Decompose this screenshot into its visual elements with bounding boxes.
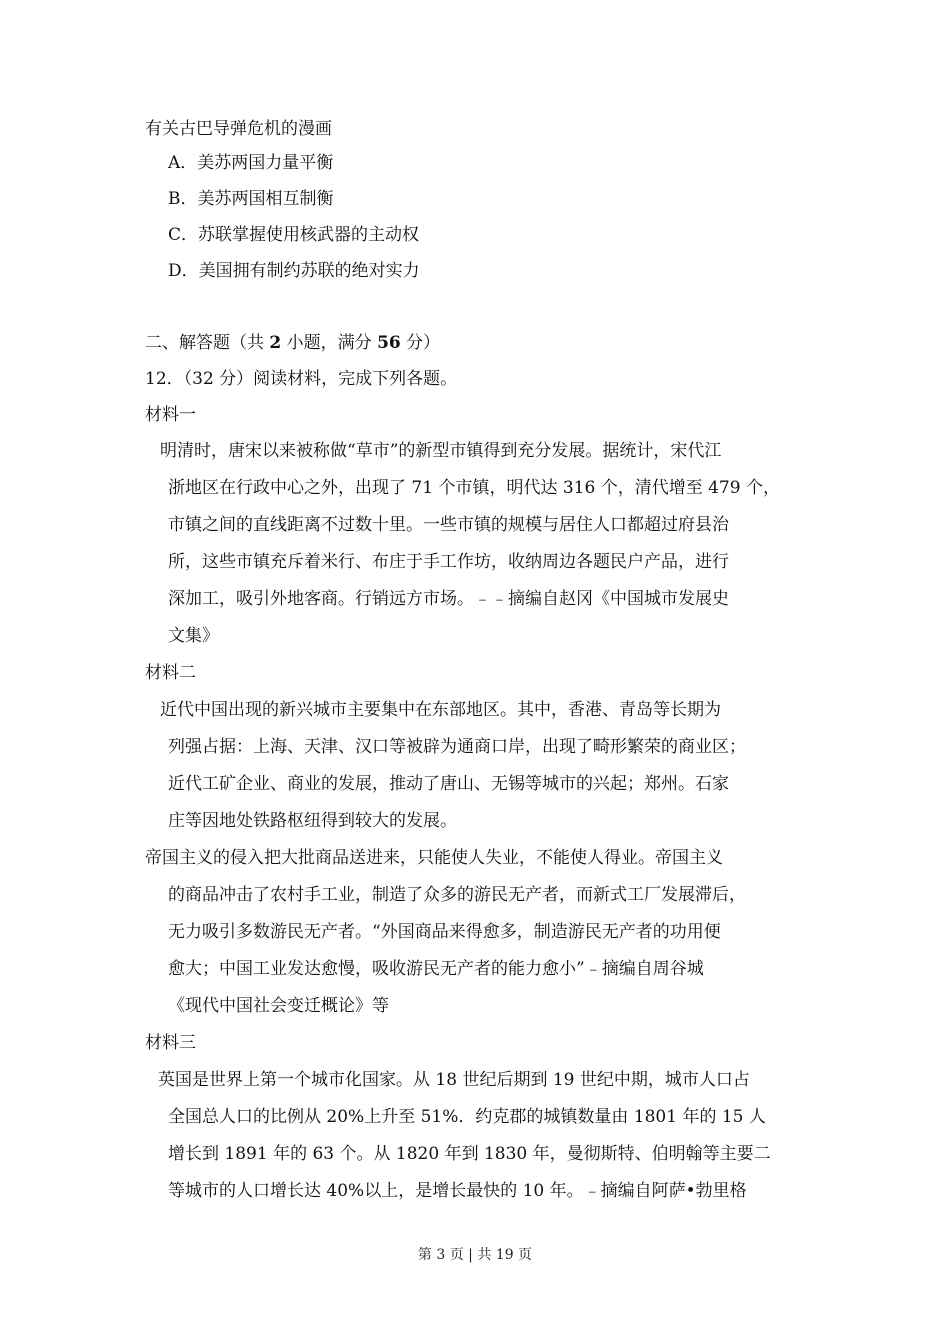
material1-line: 文集》 — [168, 626, 219, 646]
q12-stem: 12．（32 分）阅读材料，完成下列各题。 — [145, 369, 458, 389]
q11-option-d: D．美国拥有制约苏联的绝对实力 — [168, 261, 420, 281]
material2-title: 材料二 — [145, 663, 196, 683]
section-suffix: 分） — [400, 333, 441, 353]
material1-line: 浙地区在行政中心之外，出现了 71 个市镇，明代达 316 个，清代增至 479 个， — [168, 478, 780, 498]
q11-option-b: B．美苏两国相互制衡 — [168, 189, 334, 209]
q11-tail-text: 有关古巴导弹危机的漫画 — [145, 119, 332, 139]
material3-line: 全国总人口的比例从 20%上升至 51%．约克郡的城镇数量由 1801 年的 15 人 — [168, 1107, 766, 1127]
section-mid: 小题，满分 — [281, 333, 378, 353]
material2-line: 愈大；中国工业发达愈慢，吸收游民无产者的能力愈小”﹣摘编自周谷城 — [168, 959, 704, 979]
material3-line: 等城市的人口增长达 40%以上，是增长最快的 10 年。﹣摘编自阿萨•勃里格 — [168, 1181, 747, 1201]
q11-option-c: C．苏联掌握使用核武器的主动权 — [168, 225, 420, 245]
material2-line: 帝国主义的侵入把大批商品送进来，只能使人失业，不能使人得业。帝国主义 — [145, 848, 723, 868]
material1-line: 明清时，唐宋以来被称做“草市”的新型市镇得到充分发展。据统计，宋代江 — [160, 441, 722, 461]
material2-line: 近代中国出现的新兴城市主要集中在东部地区。其中，香港、青岛等长期为 — [160, 700, 721, 720]
section-prefix: 二、解答题（共 — [145, 333, 270, 353]
material2-line: 无力吸引多数游民无产者。“外国商品来得愈多，制造游民无产者的功用便 — [168, 922, 721, 942]
section-count: 2 — [269, 333, 282, 353]
material1-line: 市镇之间的直线距离不过数十里。一些市镇的规模与居住人口都超过府县治 — [168, 515, 729, 535]
material2-line: 近代工矿企业、商业的发展，推动了唐山、无锡等城市的兴起；郑州。石家 — [168, 774, 729, 794]
material1-title: 材料一 — [145, 405, 196, 425]
section-heading — [145, 332, 440, 354]
material3-line: 增长到 1891 年的 63 个。从 1820 年到 1830 年，曼彻斯特、伯明翰等主要二 — [168, 1144, 771, 1164]
page-footer: 第 3 页 | 共 19 页 — [417, 1247, 533, 1263]
section-score: 56 — [377, 333, 401, 353]
material1-line: 深加工，吸引外地客商。行销远方市场。﹣﹣摘编自赵冈《中国城市发展史 — [168, 589, 729, 609]
material3-line: 英国是世界上第一个城市化国家。从 18 世纪后期到 19 世纪中期，城市人口占 — [158, 1070, 750, 1090]
material2-line: 列强占据：上海、天津、汉口等被辟为通商口岸，出现了畸形繁荣的商业区； — [168, 737, 746, 757]
material2-line: 《现代中国社会变迁概论》等 — [168, 996, 389, 1016]
material2-line: 庄等因地处铁路枢纽得到较大的发展。 — [168, 811, 457, 831]
material1-line: 所，这些市镇充斥着米行、布庄于手工作坊，收纳周边各题民户产品，进行 — [168, 552, 729, 572]
material2-line: 的商品冲击了农村手工业，制造了众多的游民无产者，而新式工厂发展滞后， — [168, 885, 746, 905]
q11-option-a: A．美苏两国力量平衡 — [168, 153, 334, 173]
material3-title: 材料三 — [145, 1033, 196, 1053]
